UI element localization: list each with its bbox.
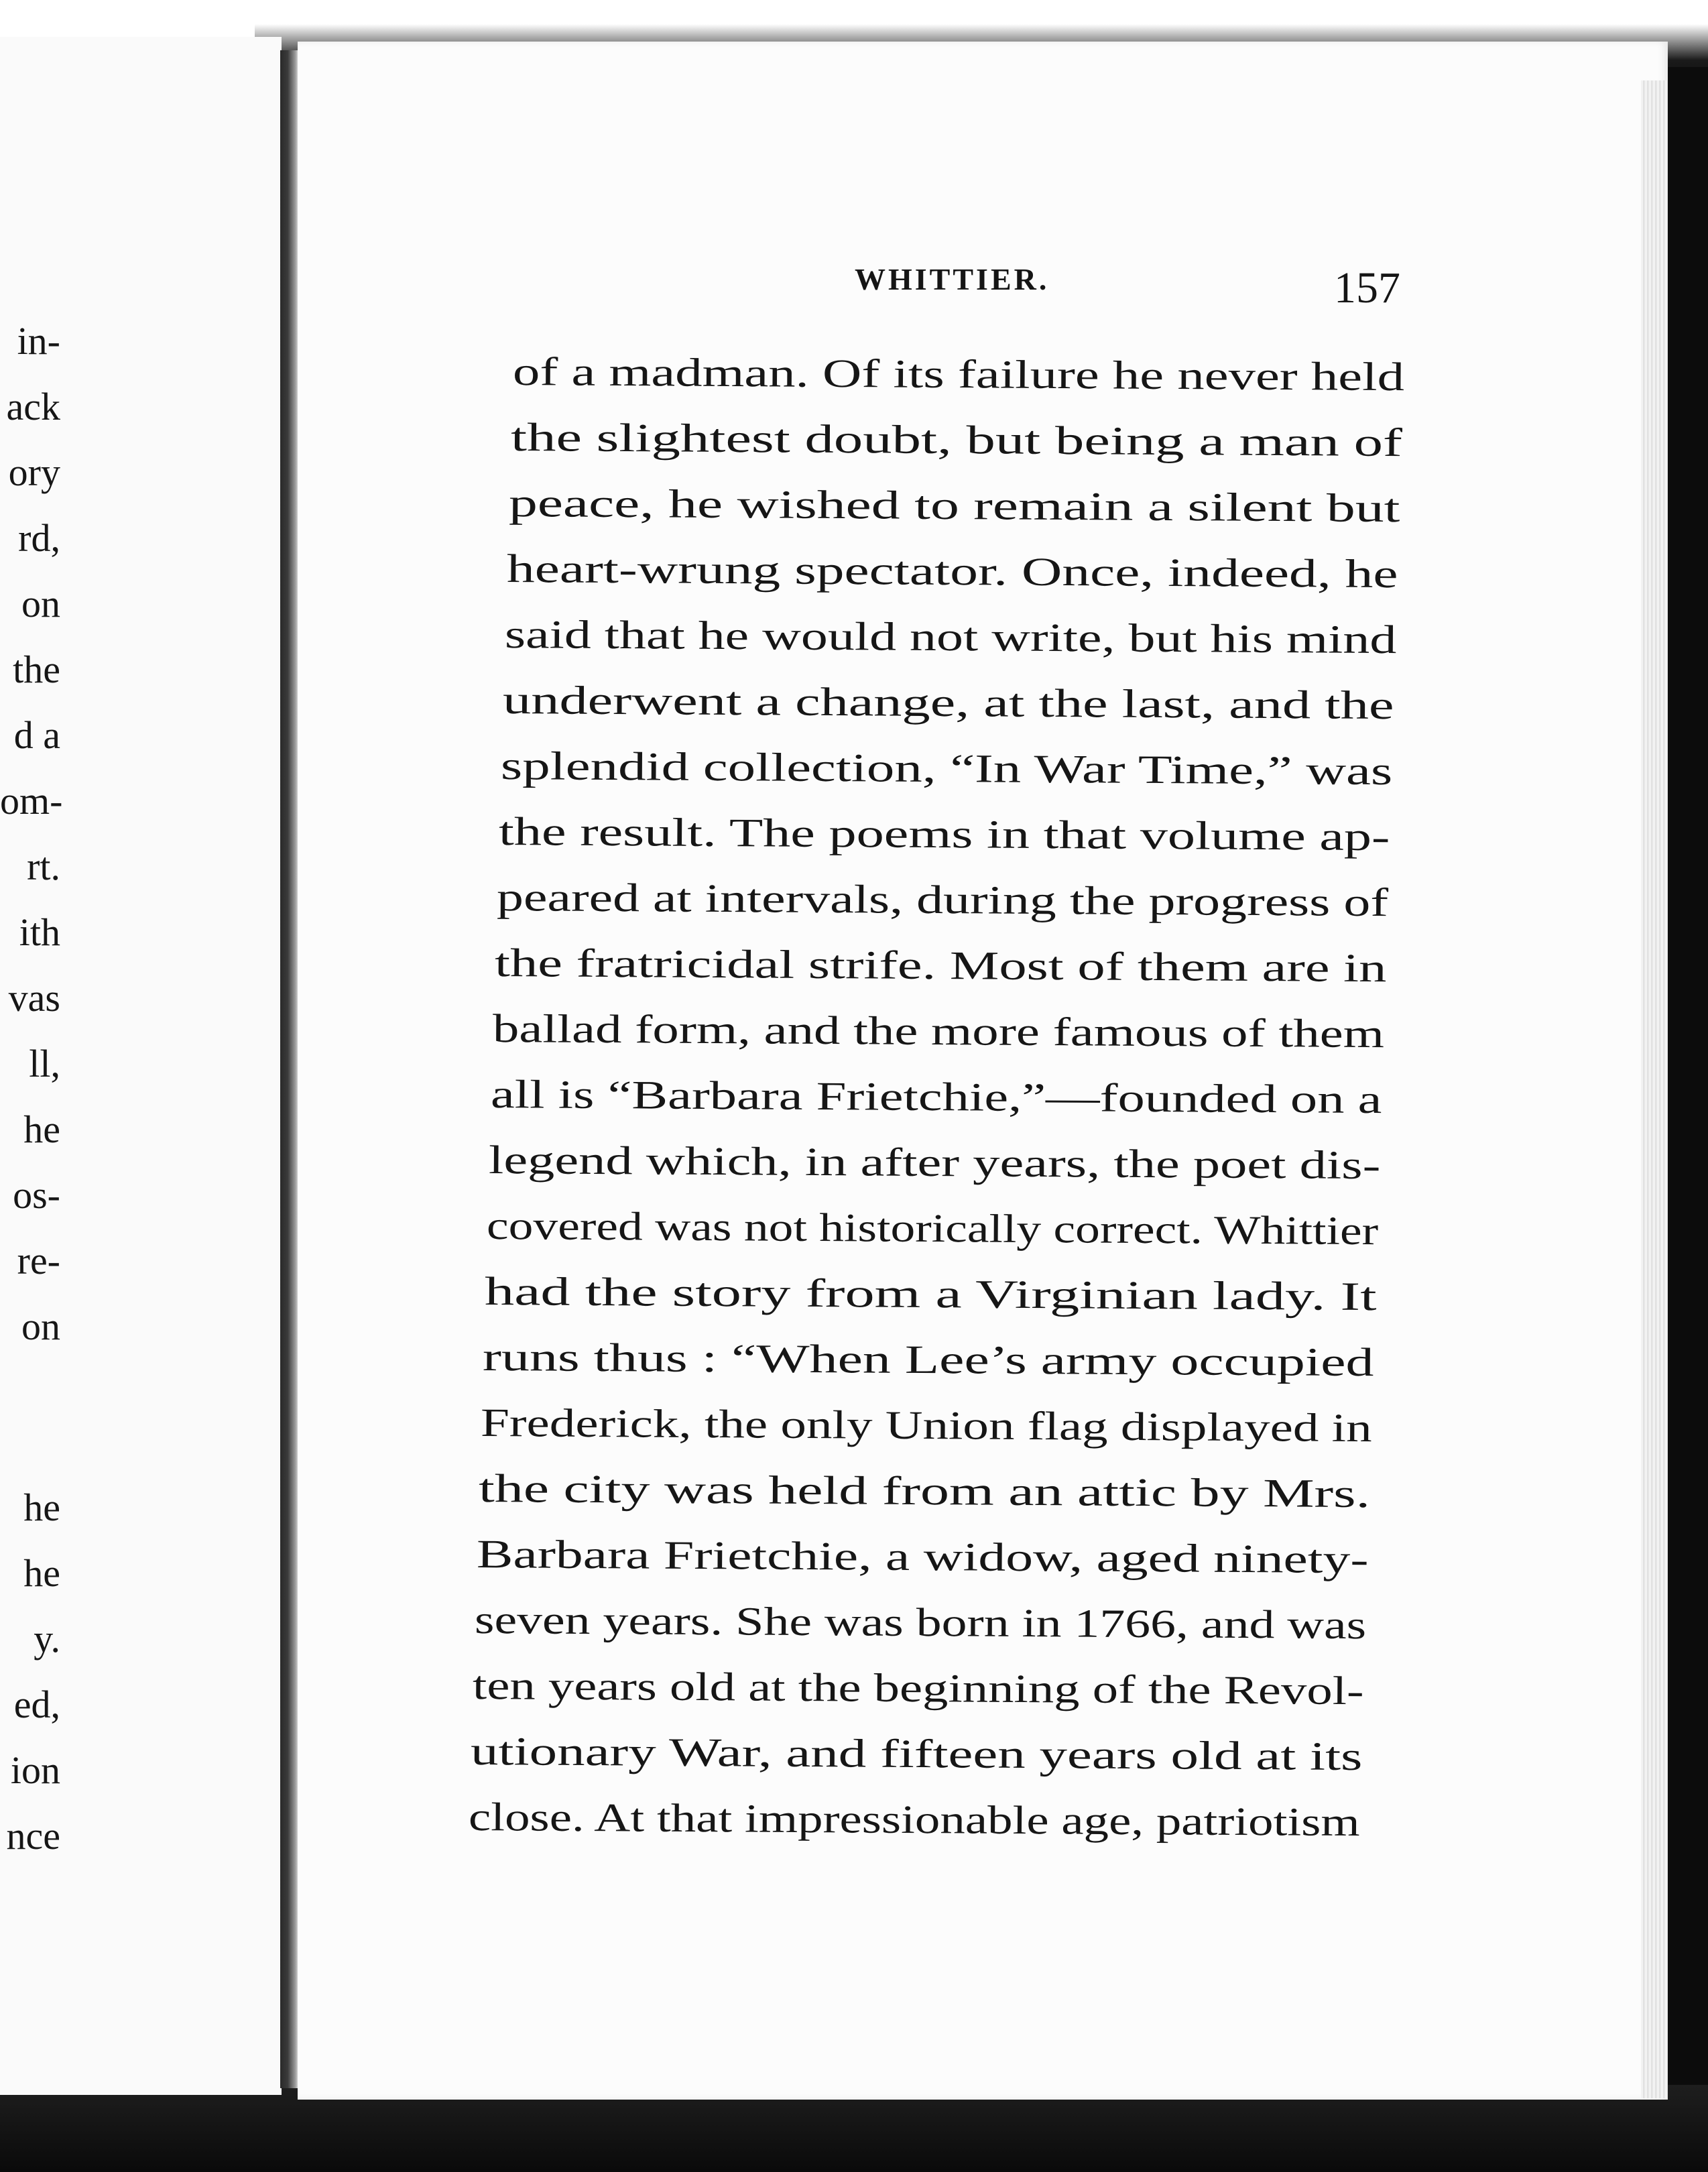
- left-page-line: he: [23, 1551, 60, 1595]
- text-line: runs thus : “When Lee’s army occupied: [482, 1335, 1374, 1385]
- text-line: underwent a change, at the last, and the: [502, 678, 1394, 728]
- text-line: legend which, in after years, the poet dis-: [488, 1138, 1381, 1188]
- left-page-line: nce: [6, 1814, 60, 1858]
- left-page-line: ith: [19, 910, 60, 954]
- left-page-line: re-: [17, 1239, 60, 1282]
- left-page-line: on: [21, 1305, 60, 1348]
- left-page-line: the: [13, 648, 60, 691]
- text-line: Barbara Frietchie, a widow, aged ninety-: [476, 1532, 1369, 1582]
- left-page-line: ack: [6, 385, 60, 428]
- running-head: WHITTIER.: [855, 262, 1050, 296]
- left-page-line: in-: [17, 319, 60, 363]
- text-line: peace, he wished to remain a silent but: [508, 481, 1400, 531]
- left-page-line: rd,: [18, 516, 60, 560]
- left-page-line: os-: [13, 1173, 60, 1217]
- text-line: splendid collection, “In War Time,” was: [500, 743, 1393, 794]
- left-page-line: ion: [10, 1748, 60, 1792]
- text-line: peared at intervals, during the progress of: [496, 875, 1389, 925]
- page-edges: [1641, 80, 1668, 2098]
- text-line: said that he would not write, but his mind: [504, 612, 1397, 662]
- left-page-line: on: [21, 582, 60, 625]
- page-number: 157: [1334, 263, 1400, 312]
- left-page-line: om-: [0, 779, 63, 823]
- text-line: Frederick, the only Union flag displayed in: [480, 1400, 1372, 1451]
- left-page: [0, 37, 282, 2095]
- left-page-line: he: [23, 1107, 60, 1151]
- scan-background-right: [1668, 67, 1708, 2172]
- text-line: the city was held from an attic by Mrs.: [478, 1466, 1371, 1516]
- text-line: heart-wrung spectator. Once, indeed, he: [506, 546, 1398, 597]
- left-page-line: y.: [34, 1617, 60, 1661]
- left-page-line: d a: [13, 713, 60, 757]
- left-page-line: ory: [8, 450, 60, 494]
- text-line: utionary War, and fifteen years old at its: [470, 1729, 1363, 1779]
- text-line: covered was not historically correct. Whittier: [486, 1203, 1379, 1254]
- left-page-line: ed,: [13, 1683, 60, 1726]
- text-line: all is “Barbara Frietchie,”—founded on a: [490, 1072, 1382, 1122]
- text-line: ten years old at the beginning of the Revol-: [472, 1663, 1364, 1713]
- text-line: had the story from a Virginian lady. It: [484, 1269, 1377, 1319]
- text-line: of a madman. Of its failure he never held: [512, 349, 1405, 400]
- left-page-line: vas: [8, 976, 60, 1020]
- left-page-line: rt.: [27, 845, 60, 888]
- text-line: the result. The poems in that volume ap-: [498, 809, 1390, 859]
- text-line: the slightest doubt, but being a man of: [510, 415, 1403, 465]
- right-page: [298, 42, 1668, 2100]
- text-line: seven years. She was born in 1766, and was: [474, 1597, 1367, 1648]
- left-page-line: he: [23, 1486, 60, 1529]
- text-line: the fratricidal strife. Most of them are in: [494, 941, 1387, 991]
- text-line: ballad form, and the more famous of them: [492, 1006, 1385, 1057]
- text-line: close. At that impressionable age, patriotism: [468, 1795, 1360, 1845]
- page-gutter-shadow: [280, 50, 299, 2088]
- left-page-line: ll,: [29, 1042, 60, 1085]
